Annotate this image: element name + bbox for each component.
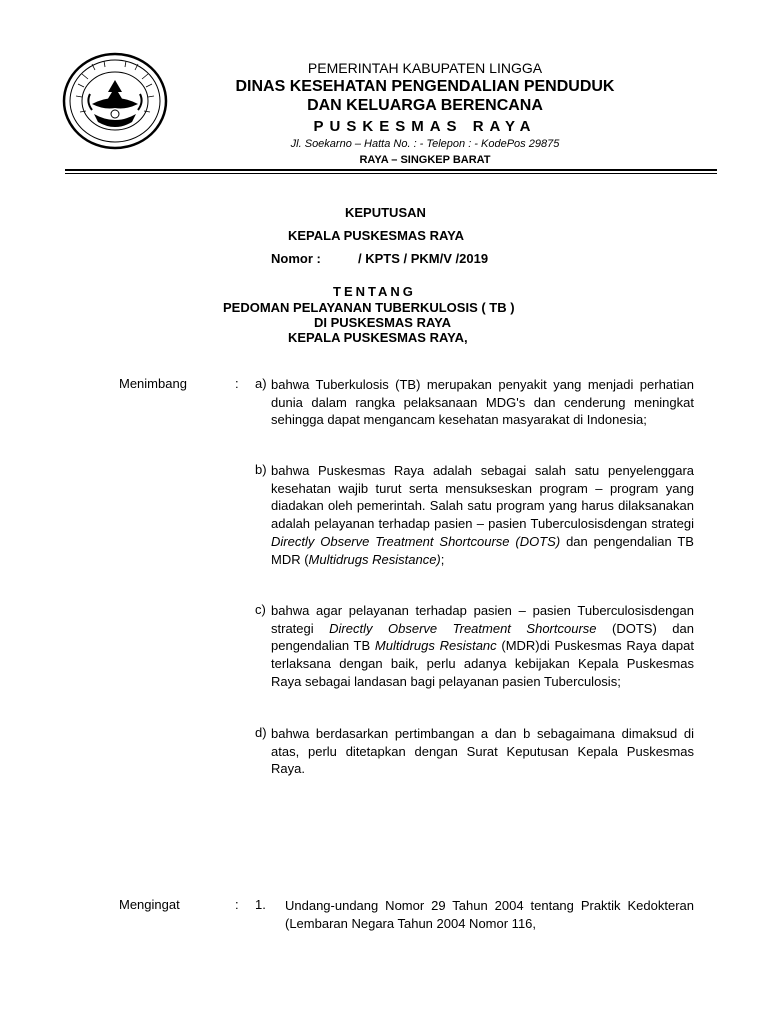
subject-line-2: DI PUSKESMAS RAYA <box>314 315 452 330</box>
consideration-d-marker: d) <box>255 725 267 740</box>
header-puskesmas: PUSKESMAS RAYA <box>313 118 537 135</box>
doc-type-title: KEPUTUSAN <box>345 205 426 220</box>
tentang-title: TENTANG <box>333 284 416 299</box>
header-subaddress: RAYA – SINGKEP BARAT <box>359 154 491 166</box>
consideration-a-marker: a) <box>255 376 267 391</box>
consideration-c-marker: c) <box>255 602 266 617</box>
mengingat-label: Mengingat <box>119 897 180 912</box>
consideration-b-text: bahwa Puskesmas Raya adalah sebagai salah satu penyelenggara kesehatan wajib turut serta mensukseskan program – program yang diadakan oleh pemerintah. Salah satu program yang harus dilaksanakan adalah pelayanan terhadap pasien – pasien Tuberculosisdengan strategi Directly Observe Treatment Shortcourse (DOTS) dan pengendalian TB MDR (Multidrugs Resistance); <box>271 463 694 567</box>
header-divider-thin <box>65 173 717 174</box>
header-divider-thick <box>65 169 717 171</box>
consideration-a-text: bahwa Tuberkulosis (TB) merupakan penyakit yang menjadi perhatian dunia dalam rangka pelaksanaan MDG's dan cenderung meningkat sehingga dapat mengancam kesehatan masyarakat di Indonesia; <box>271 377 694 428</box>
header-agency: DINAS KESEHATAN PENGENDALIAN PENDUDUK <box>235 78 615 95</box>
doc-issuer-title: KEPALA PUSKESMAS RAYA <box>288 228 465 243</box>
menimbang-colon: : <box>235 376 239 391</box>
header-address: Jl. Soekarno – Hatta No. : - Telepon : - KodePos 29875 <box>290 138 560 150</box>
consideration-b-marker: b) <box>255 462 267 477</box>
legal-basis-1-text: Undang-undang Nomor 29 Tahun 2004 tentang Praktik Kedokteran (Lembaran Negara Tahun 2004 Nomor 116, <box>285 898 694 931</box>
subject-line-3: KEPALA PUSKESMAS RAYA, <box>288 330 468 345</box>
nomor-value: / KPTS / PKM/V /2019 <box>358 251 489 266</box>
mengingat-colon: : <box>235 897 239 912</box>
subject-line-1: PEDOMAN PELAYANAN TUBERKULOSIS ( TB ) <box>223 300 515 315</box>
consideration-c-text: bahwa agar pelayanan terhadap pasien – pasien Tuberculosisdengan strategi Directly Observe Treatment Shortcourse (DOTS) dan pengendalian TB Multidrugs Resistanc (MDR)di Puskesmas Raya dapat terlaksana dengan baik, perlu adanya kebijakan Kepala Puskesmas Raya sebagai landasan bagi pelayanan pasien Tuberculosis; <box>271 603 694 689</box>
header-agency-cont: DAN KELUARGA BERENCANA <box>307 97 543 114</box>
menimbang-label: Menimbang <box>119 376 187 391</box>
legal-basis-1-marker: 1. <box>255 897 266 912</box>
consideration-d-text: bahwa berdasarkan pertimbangan a dan b sebagaimana dimaksud di atas, perlu ditetapkan dengan Surat Keputusan Kepala Puskesmas Raya. <box>271 726 694 777</box>
kabupaten-lingga-seal-logo <box>62 52 168 150</box>
nomor-label: Nomor : <box>271 251 321 266</box>
header-government: PEMERINTAH KABUPATEN LINGGA <box>307 60 543 76</box>
